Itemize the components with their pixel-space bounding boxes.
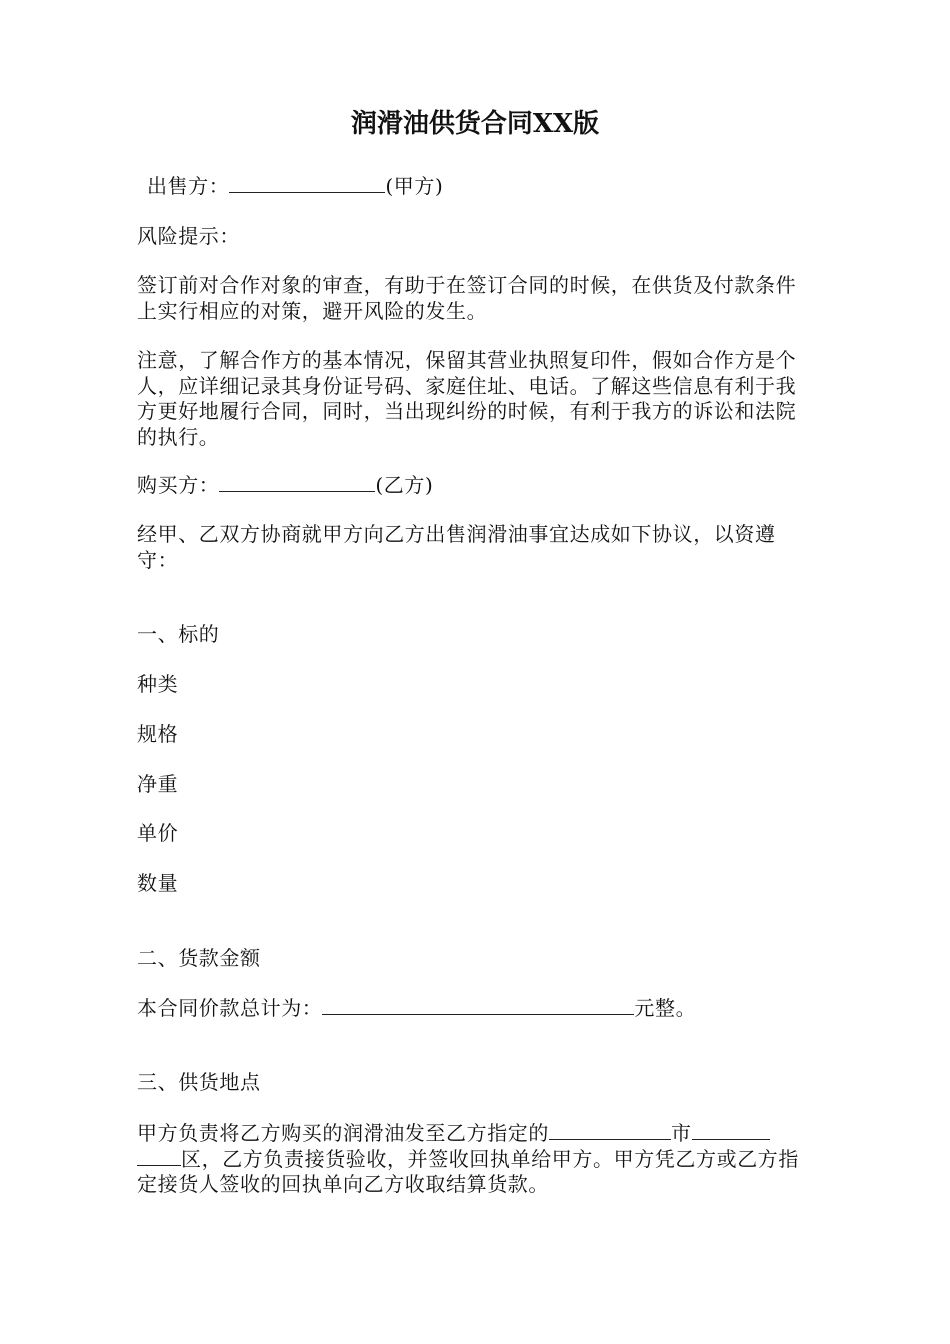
payment-amount-label: 本合同价款总计为： (137, 996, 323, 1020)
subject-item-type: 种类 (137, 672, 179, 696)
document-title: 润滑油供货合同XX版 (350, 109, 600, 139)
delivery-text-end: 区，乙方负责接货验收，并签收回执单给甲方。甲方凭乙方或乙方指定接货人签收的回执单向乙方收取结算货款。 (137, 1146, 799, 1196)
seller-line (147, 174, 823, 200)
delivery-district-blank-b[interactable] (137, 1147, 181, 1166)
buyer-line (137, 473, 813, 499)
delivery-city-label: 市 (671, 1121, 692, 1145)
buyer-suffix: (乙方) (375, 473, 434, 497)
seller-label: 出售方： (147, 174, 230, 198)
subject-item-net-weight: 净重 (137, 772, 179, 796)
delivery-district-blank-a[interactable] (692, 1121, 770, 1140)
subject-item-quantity: 数量 (137, 871, 179, 895)
section-1-heading: 一、标的 (137, 622, 220, 646)
section-2-heading: 二、货款金额 (137, 946, 261, 970)
payment-amount-blank[interactable] (322, 996, 634, 1015)
buyer-label: 购买方： (137, 473, 220, 497)
seller-suffix: (甲方) (385, 174, 444, 198)
payment-amount-line (137, 996, 813, 1022)
subject-item-unit-price: 单价 (137, 821, 179, 845)
agreement-intro: 经甲、乙双方协商就甲方向乙方出售润滑油事宜达成如下协议，以资遵守： (137, 522, 776, 572)
risk-heading: 风险提示： (137, 224, 240, 248)
buyer-name-blank[interactable] (219, 473, 375, 492)
delivery-paragraph (137, 1121, 813, 1198)
payment-amount-unit: 元整。 (634, 996, 697, 1020)
section-3-heading: 三、供货地点 (137, 1070, 261, 1094)
delivery-text-start: 甲方负责将乙方购买的润滑油发至乙方指定的 (137, 1121, 549, 1145)
seller-name-blank[interactable] (229, 174, 385, 193)
risk-paragraph-2: 注意，了解合作方的基本情况，保留其营业执照复印件，假如合作方是个人，应详细记录其身份证号码、家庭住址、电话。了解这些信息有利于我方更好地履行合同，同时，当出现纠纷的时候，有利于我方的诉讼和法院的执行。 (137, 348, 797, 449)
delivery-city-blank[interactable] (549, 1121, 671, 1140)
subject-item-spec: 规格 (137, 722, 179, 746)
risk-paragraph-1: 签订前对合作对象的审查，有助于在签订合同的时候，在供货及付款条件上实行相应的对策，避开风险的发生。 (137, 273, 797, 323)
